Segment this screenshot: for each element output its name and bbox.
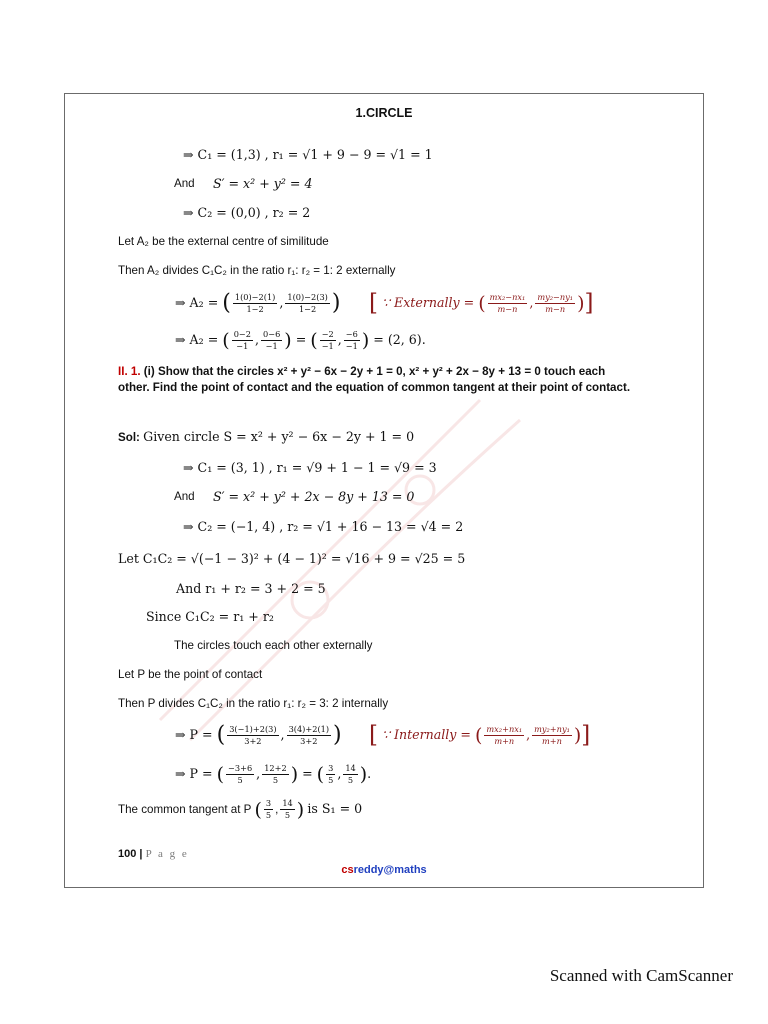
ext-frac-y xyxy=(535,292,575,315)
frac-num: −6 xyxy=(345,329,358,339)
frac-den: 5 xyxy=(272,775,279,785)
c1c2-distance-line: Let C₁C₂ = √(−1 − 3)² + (4 − 1)² = √16 + 9 = √25 = 5 xyxy=(118,551,466,566)
paren-open: ( xyxy=(475,724,483,747)
and-label-1: And xyxy=(174,177,195,190)
frac-den: −1 xyxy=(265,341,278,351)
p-frac-x xyxy=(227,724,278,747)
frac-den: 5 xyxy=(237,775,243,785)
frac-num: 0−2 xyxy=(233,329,251,339)
page-footer xyxy=(118,848,189,860)
frac-den: m−n xyxy=(497,304,518,314)
page-word: P a g e xyxy=(145,848,189,860)
frac-den: 5 xyxy=(347,775,354,785)
touch-line: The circles touch each other externally xyxy=(174,639,373,652)
page-separator: | xyxy=(139,848,143,860)
sol-text: Given circle S = x² + y² − 6x − 2y + 1 = 0 xyxy=(143,429,415,444)
since-line: Since C₁C₂ = r₁ + r₂ xyxy=(146,609,274,624)
paren-close: ) xyxy=(359,763,368,786)
int-frac-y xyxy=(532,724,572,747)
ext-frac-x xyxy=(488,292,528,315)
frac-num: 0−6 xyxy=(263,329,281,339)
frac-den: 1−2 xyxy=(246,304,264,314)
question-number: II. 1. xyxy=(118,365,141,378)
p-frac-y xyxy=(287,724,331,747)
scanner-note: Scanned with CamScanner xyxy=(549,966,733,985)
a2-lhs: ⇒ A₂ = xyxy=(175,295,219,310)
externally-hint: [ ∵ Externally = ( $\frac{\text{mx₂−nx₁}}{m-n}$ , $\frac{\text{my₂−ny₁}}{m-n}$ )] xyxy=(369,290,594,317)
a2-frac-x xyxy=(233,292,277,315)
tangent-pre: The common tangent at P xyxy=(118,803,252,816)
paren-close: ) xyxy=(284,329,292,352)
a2-formula-line: ⇒ A₂ = ( $\frac{1(0)-2(1)}{1-2}$ , $\frac{1(0)-2(3)}{1-2}$ ) xyxy=(175,290,341,316)
paren-close: ) xyxy=(296,798,305,821)
paren-open: ( xyxy=(222,290,231,316)
sum-radii-line: And r₁ + r₂ = 3 + 2 = 5 xyxy=(176,581,326,596)
frac xyxy=(232,329,253,352)
frac-num: 3(4)+2(1) xyxy=(288,724,330,734)
and-label-2: And xyxy=(174,490,195,503)
frac xyxy=(261,329,282,352)
tangent-post: is S₁ = 0 xyxy=(307,801,363,816)
a2-result-lhs: ⇒ A₂ = xyxy=(175,332,219,347)
frac-num: 3(−1)+2(3) xyxy=(229,724,277,734)
frac-den: 5 xyxy=(265,810,272,821)
frac xyxy=(320,329,336,352)
s-prime-eq-1: S′ = x² + y² = 4 xyxy=(213,176,313,191)
frac-num: 1(0)−2(3) xyxy=(287,292,328,302)
paren-close: ) xyxy=(361,329,370,352)
brand-signature xyxy=(64,864,704,876)
frac-den: −1 xyxy=(236,341,249,351)
c1-second-line: ⇒ C₁ = (3, 1) , r₁ = √9 + 1 − 1 = √9 = 3 xyxy=(183,460,437,475)
paren-open: ( xyxy=(216,763,225,786)
s-prime-eq-2: S′ = x² + y² + 2x − 8y + 13 = 0 xyxy=(213,489,415,504)
frac-den: m+n xyxy=(494,736,515,746)
frac-num: 1(0)−2(1) xyxy=(234,292,276,302)
paren-open: ( xyxy=(254,798,262,821)
let-p-line: Let P be the point of contact xyxy=(118,668,263,681)
frac-den: 3+2 xyxy=(300,736,318,746)
frac-den: m−n xyxy=(545,304,566,314)
paren-open: ( xyxy=(310,329,318,352)
p-formula-line: ⇒ P = ( $\frac{3(-1)+2(3)}{3+2}$ , $\frac{3(4)+2(1)}{3+2}$ ) xyxy=(175,722,342,748)
paren-close: ) xyxy=(573,724,582,747)
bracket-open: [ xyxy=(369,290,378,317)
frac xyxy=(344,329,360,352)
solution-line xyxy=(118,429,414,446)
c1-line: ⇒ C₁ = (1,3) , r₁ = √1 + 9 − 9 = √1 = 1 xyxy=(183,147,433,162)
p-result-line: ⇒ P = ( $\frac{-3+6}{5}$ , $\frac{12+2}{5}$ ) = ( $\frac{3}{5}$ , $\frac{14}{5}$ ). xyxy=(175,763,372,786)
bracket-open: [ xyxy=(369,722,378,749)
p2-lhs: ⇒ P = xyxy=(175,766,213,781)
let-a2-line: Let A₂ be the external centre of similitude xyxy=(118,235,329,248)
bracket-close: ] xyxy=(581,722,591,749)
frac-num: my₂−ny₁ xyxy=(537,292,574,302)
externally-label: ∵ Externally = xyxy=(382,295,475,310)
frac-num: mx₂−nx₁ xyxy=(489,292,526,302)
p-lhs: ⇒ P = xyxy=(175,727,213,742)
frac-den: 1−2 xyxy=(298,304,317,314)
frac xyxy=(343,763,357,786)
paren-close: ) xyxy=(290,763,299,786)
frac xyxy=(326,763,335,786)
frac-num: mx₂+nx₁ xyxy=(486,724,523,734)
paren-close: ) xyxy=(331,290,341,316)
page-title: 1.CIRCLE xyxy=(355,106,413,120)
frac-den: 5 xyxy=(284,810,291,821)
paren-close: ) xyxy=(333,722,342,748)
question-text: (i) Show that the circles x² + y² − 6x − 2y + 1 = 0, x² + y² + 2x − 8y + 13 = 0 touch each other. Find the point of contact and the equation of common tangent at their point of contact. xyxy=(118,365,631,394)
int-frac-x xyxy=(484,724,524,747)
paren-open: ( xyxy=(222,329,230,352)
frac-num: 14 xyxy=(345,763,356,773)
paren-open: ( xyxy=(316,763,325,786)
frac-num: −3+6 xyxy=(228,763,253,773)
frac-num: 12+2 xyxy=(264,763,287,773)
frac-den: m+n xyxy=(542,736,562,746)
page-number: 100 xyxy=(118,848,137,860)
frac-num: 3 xyxy=(265,798,272,809)
paren-close: ) xyxy=(577,292,585,315)
frac xyxy=(264,798,273,821)
a2-result-line: ⇒ A₂ = ( $\frac{0-2}{-1}$ , $\frac{0-6}{-1}$ ) = ( $\frac{-2}{-1}$ , $\frac{-6}{-1}$ ) = (2, 6). xyxy=(175,329,426,352)
a2-result-tail: = (2, 6). xyxy=(373,332,426,347)
frac-num: my₂+ny₁ xyxy=(534,724,570,734)
internally-hint: [ ∵ Internally = ( $\frac{\text{mx₂+nx₁}}{m+n}$ , $\frac{\text{my₂+ny₁}}{m+n}$ )] xyxy=(369,722,591,749)
paren-open: ( xyxy=(478,292,486,315)
question-block xyxy=(118,364,638,396)
frac-num: 3 xyxy=(328,763,334,773)
paren-open: ( xyxy=(216,722,226,748)
then-a2-line: Then A₂ divides C₁C₂ in the ratio r₁: r₂ = 1: 2 externally xyxy=(118,264,396,277)
c2-line: ⇒ C₂ = (0,0) , r₂ = 2 xyxy=(183,205,311,220)
frac-den: −1 xyxy=(345,341,358,351)
frac-num: 14 xyxy=(282,798,293,809)
sol-label: Sol: xyxy=(118,431,140,444)
internally-label: ∵ Internally = xyxy=(382,727,471,742)
frac-den: 5 xyxy=(328,775,334,785)
brand-suffix: reddy@maths xyxy=(353,864,427,876)
bracket-close: ] xyxy=(584,290,594,317)
frac xyxy=(280,798,294,821)
frac-num: −2 xyxy=(321,329,334,339)
a2-frac-y xyxy=(285,292,329,315)
frac-den: −1 xyxy=(321,341,334,351)
c2-second-line: ⇒ C₂ = (−1, 4) , r₂ = √1 + 16 − 13 = √4 = 2 xyxy=(183,519,464,534)
frac-den: 3+2 xyxy=(244,736,262,746)
frac xyxy=(262,763,289,786)
brand-prefix: cs xyxy=(341,864,354,876)
then-p-line: Then P divides C₁C₂ in the ratio r₁: r₂ = 3: 2 internally xyxy=(118,697,389,710)
frac xyxy=(226,763,254,786)
tangent-line: The common tangent at P ( $\frac{3}{5}$ , $\frac{14}{5}$ ) is S₁ = 0 xyxy=(118,798,363,821)
